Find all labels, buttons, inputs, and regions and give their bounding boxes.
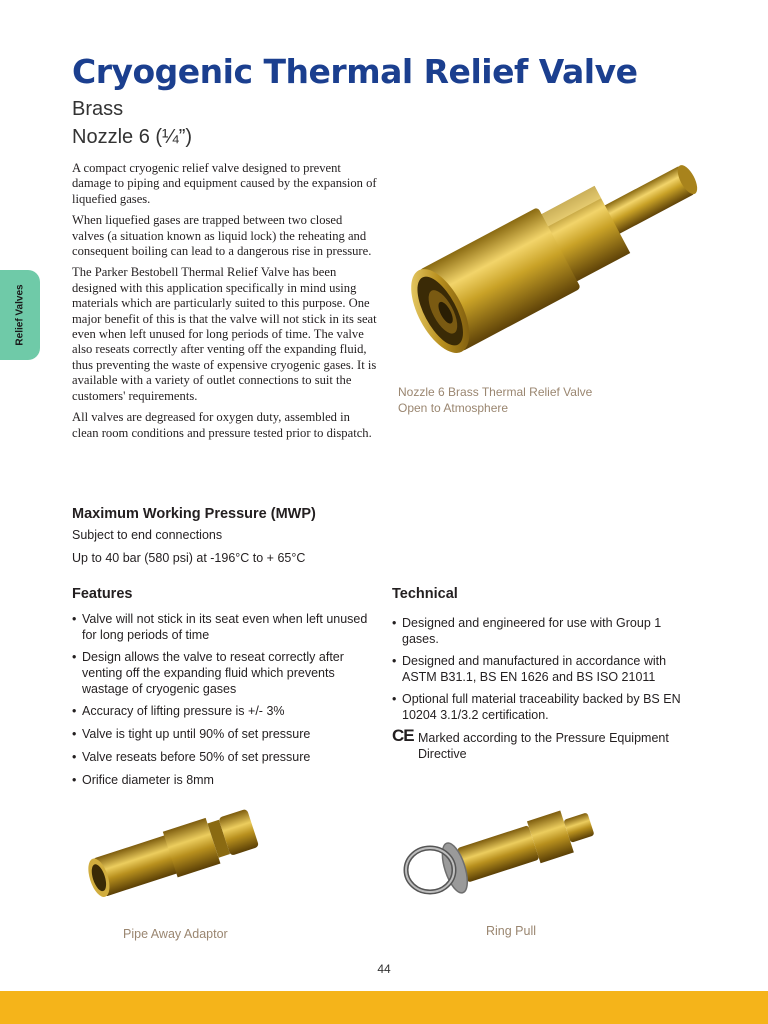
list-item: • Designed and manufactured in accordance with ASTM B31.1, BS EN 1626 and BS ISO 21011: [392, 654, 667, 684]
page-number: 44: [377, 962, 391, 976]
ring-pull-caption: Ring Pull: [486, 924, 537, 938]
technical-list: [392, 615, 682, 723]
caption-line: Open to Atmosphere: [398, 401, 509, 415]
intro-paragraph: All valves are degreased for oxygen duty, assembled in clean room conditions and pressure tested prior to dispatch.: [72, 410, 372, 440]
ring-pull-image: [400, 800, 600, 910]
main-image-caption: [398, 384, 592, 416]
ce-text: Marked according to the Pressure Equipment Directive: [418, 731, 669, 761]
intro-paragraph: The Parker Bestobell Thermal Relief Valve has been designed with this application specifically in mind using materials which are particularly suited to this purpose. One major benefit of this is that the valve will not stick in its seat even when left unused for long periods of time. The valve also reseats correctly after venting off the expanding fluid, thus preventing the waste of expensive cryogenic gases. It is available with a variety of outlet connections to suit the customers' requirements.: [72, 265, 377, 403]
intro-paragraph: When liquefied gases are trapped between two closed valves (a situation known as liquid lock) the reheating and consequent boiling can lead to a dangerous rise in pressure.: [72, 213, 372, 259]
technical-heading: Technical: [392, 586, 458, 602]
ce-marking: [392, 726, 692, 762]
nozzle-valve-image: [390, 130, 720, 370]
features-heading: Features: [72, 586, 133, 602]
list-item: • Valve will not stick in its seat even when left unused for long periods of time: [72, 612, 368, 642]
mwp-heading: Maximum Working Pressure (MWP): [72, 506, 316, 522]
caption-line: Nozzle 6 Brass Thermal Relief Valve: [398, 385, 593, 399]
pipe-away-adaptor-image: [80, 808, 270, 898]
pipe-away-caption: Pipe Away Adaptor: [123, 927, 228, 941]
ce-mark-icon: CE: [392, 726, 414, 745]
list-item: • Orifice diameter is 8mm: [72, 773, 214, 787]
list-item: • Design allows the valve to reseat correctly after venting off the expanding fluid which prevents wastage of cryogenic gases: [72, 650, 344, 696]
intro-text: [72, 161, 377, 447]
mwp-line: Subject to end connections: [72, 528, 223, 542]
list-item: • Valve reseats before 50% of set pressure: [72, 750, 311, 764]
mwp-line: Up to 40 bar (580 psi) at -196°C to + 65°C: [72, 551, 306, 565]
page-title: Cryogenic Thermal Relief Valve: [72, 52, 638, 91]
list-item: • Designed and engineered for use with Group 1 gases.: [392, 616, 662, 646]
intro-paragraph: A compact cryogenic relief valve designed to prevent damage to piping and equipment caused by the expansion of liquefied gases.: [72, 161, 377, 206]
subtitle-nozzle: Nozzle 6 (¼”): [72, 126, 193, 148]
side-tab[interactable]: [0, 270, 40, 360]
features-list: [72, 611, 377, 788]
footer-bar: [0, 991, 768, 1024]
side-tab-label: Relief Valves: [14, 284, 26, 346]
subtitle-material: Brass: [72, 98, 124, 120]
list-item: • Valve is tight up until 90% of set pressure: [72, 727, 311, 741]
list-item: • Optional full material traceability backed by BS EN 10204 3.1/3.2 certification.: [392, 692, 681, 722]
list-item: • Accuracy of lifting pressure is +/- 3%: [72, 704, 285, 718]
